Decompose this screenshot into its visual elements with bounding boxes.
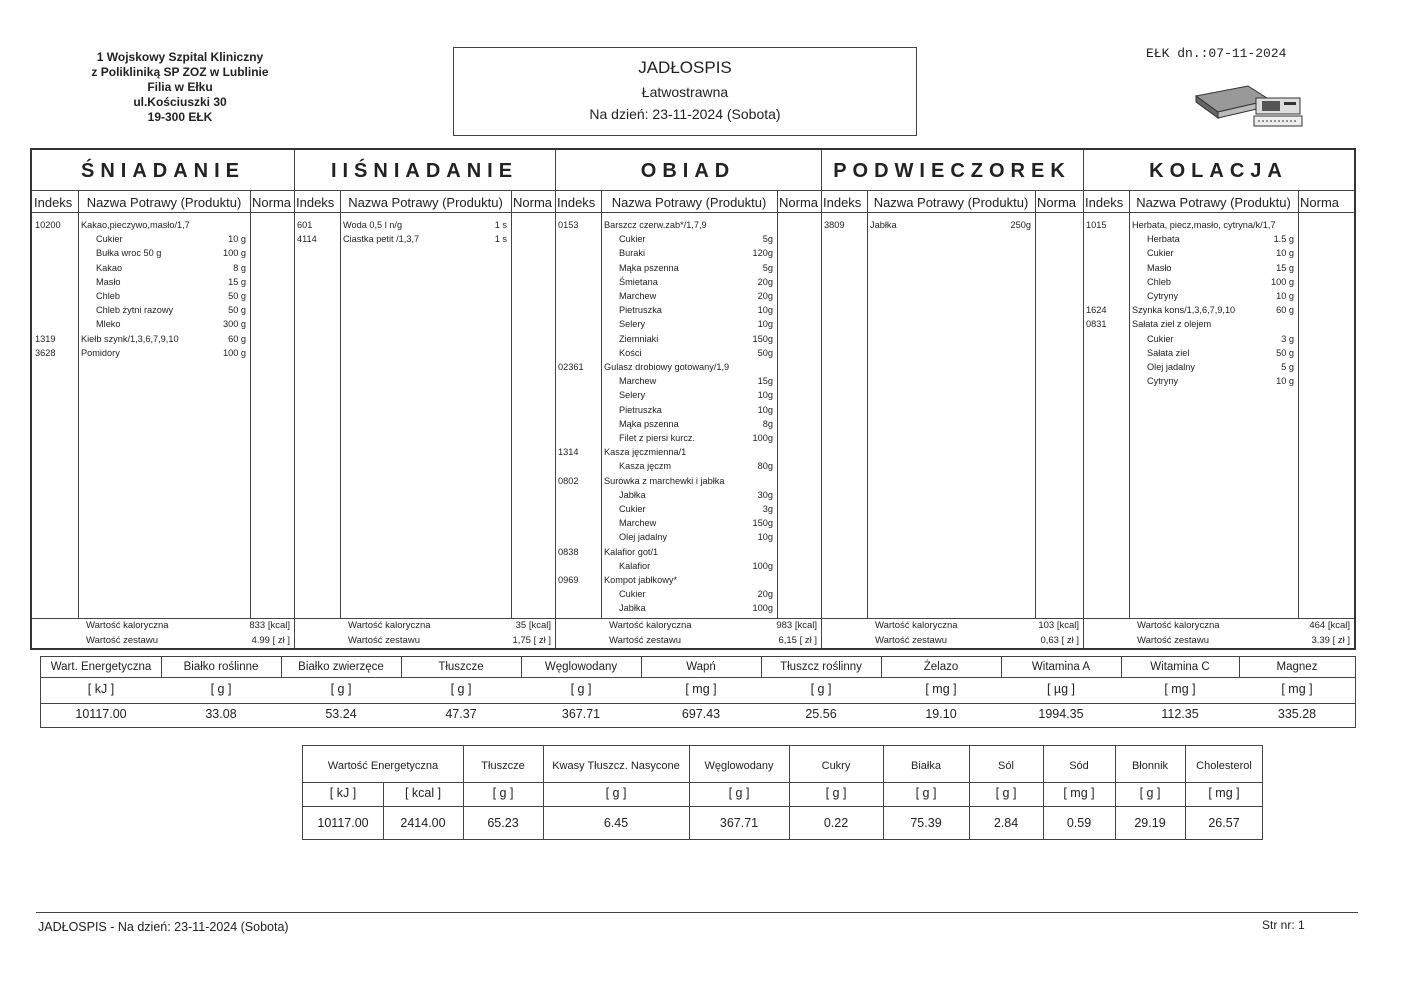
row-norm: 100 g: [1271, 276, 1294, 287]
row-name: Barszcz czerw.zab*/1,7,9: [604, 220, 707, 230]
row-norm: 15 g: [228, 276, 246, 287]
row-norm: 120g: [752, 248, 773, 259]
row-name: Mleko: [96, 319, 121, 330]
row-index: 3628: [35, 347, 56, 358]
row-name: Cukier: [619, 589, 646, 600]
kcal-label: Wartość kaloryczna: [875, 620, 958, 631]
row-name: Cukier: [1147, 248, 1174, 259]
section-divider: [821, 150, 822, 648]
row-name: Cytryny: [1147, 291, 1179, 301]
row-name: Mąka pszenna: [619, 262, 679, 273]
section-title-divider: [32, 190, 1354, 191]
row-name: Cukier: [619, 504, 646, 514]
kcal-label: Wartość kaloryczna: [609, 620, 692, 631]
nutrient-label: Węglowodany: [544, 661, 618, 673]
cost-label: Wartość zestawu: [1137, 635, 1209, 646]
row-name: Chleb żytni razowy: [96, 305, 174, 316]
column-divider: [1129, 190, 1130, 618]
row-norm: 20g: [757, 589, 773, 600]
nutrient-label: Wapń: [686, 661, 716, 673]
meal-title: PODWIECZOREK: [833, 160, 1071, 182]
row-index: 1314: [558, 447, 579, 458]
row-name: Filet z piersi kurcz.: [619, 433, 696, 443]
nutrient-unit: [ g ]: [492, 786, 514, 800]
nutrient-value: 25.56: [805, 707, 837, 721]
row-divider: [41, 677, 1355, 678]
row-name: Jabłka: [619, 603, 646, 614]
cost-value: 3.39 [ zł ]: [1311, 635, 1350, 646]
nutrient-label: Magnez: [1276, 661, 1318, 673]
nutrition-table-1: [40, 656, 1356, 728]
nutrient-value: 112.35: [1161, 707, 1199, 721]
column-header-index: Indeks: [34, 195, 73, 210]
hospital-line: 19-300 EŁK: [147, 110, 213, 124]
meal-title: OBIAD: [640, 160, 736, 182]
nutrient-label: Tłuszcz roślinny: [780, 661, 862, 673]
row-name: Masło: [96, 276, 121, 287]
row-norm: 3 g: [1281, 333, 1294, 344]
nutrient-label: Wart. Energetyczna: [50, 661, 152, 673]
cost-label: Wartość zestawu: [609, 635, 681, 646]
row-name: Buraki: [619, 248, 646, 259]
column-header-name: Nazwa Potrawy (Produktu): [611, 195, 767, 210]
row-name: Cytryny: [1147, 376, 1179, 387]
nutrient-value: 2414.00: [400, 816, 446, 830]
nutrient-unit: [ g ]: [450, 682, 472, 696]
nutrient-unit: [ g ]: [210, 682, 232, 696]
nutrient-value: 2.84: [993, 816, 1019, 830]
nutrient-value: 65.23: [487, 816, 519, 830]
meal-title: KOLACJA: [1149, 160, 1288, 182]
nutrient-label: Białko zwierzęce: [298, 661, 384, 673]
row-name: Surówka z marchewki i jabłka: [604, 475, 725, 486]
row-index: 0153: [558, 220, 579, 230]
energy-label: Wartość Energetyczna: [327, 760, 439, 772]
nutrient-label: Kwasy Tłuszcz. Nasycone: [552, 760, 680, 772]
row-norm: 5g: [762, 262, 773, 273]
row-name: Kasza jęczmienna/1: [604, 447, 687, 458]
row-norm: 10g: [757, 390, 773, 401]
row-norm: 3g: [762, 504, 773, 514]
row-name: Pietruszka: [619, 404, 662, 415]
row-norm: 50 g: [1276, 347, 1294, 358]
row-norm: 1.5 g: [1273, 234, 1294, 245]
kcal-value: 103 [kcal]: [1038, 620, 1079, 631]
column-header-norm: Norma: [1037, 195, 1077, 210]
column-header-name: Nazwa Potrawy (Produktu): [86, 195, 242, 210]
row-name: Kalafior: [619, 560, 651, 571]
cost-value: 6,15 [ zł ]: [778, 635, 817, 646]
nutrient-label: Żelazo: [923, 661, 959, 673]
nutrient-value: 10117.00: [317, 816, 369, 830]
row-name: Kości: [619, 347, 642, 358]
row-norm: 5 g: [1281, 362, 1294, 372]
column-header-name: Nazwa Potrawy (Produktu): [873, 195, 1029, 210]
row-name: Chleb: [96, 291, 121, 301]
row-index: 3809: [824, 220, 845, 230]
nutrient-value: 26.57: [1208, 816, 1240, 830]
row-norm: 100 g: [223, 347, 246, 358]
row-name: Gulasz drobiowy gotowany/1,9: [604, 362, 730, 372]
cost-value: 4.99 [ zł ]: [251, 635, 290, 646]
footer-divider: [36, 912, 1358, 913]
document-title: JADŁOSPIS: [638, 58, 732, 77]
title-box: [453, 47, 917, 136]
column-header-divider: [32, 212, 1354, 213]
nutrient-value: 0.59: [1066, 816, 1092, 830]
row-name: Herbata, piecz,masło, cytryna/k/1,7: [1132, 220, 1276, 230]
row-name: Kasza jęczm: [619, 461, 672, 472]
nutrient-unit: [ g ]: [825, 786, 847, 800]
row-norm: 10 g: [228, 234, 246, 245]
nutrient-unit: [ mg ]: [685, 682, 717, 696]
column-header-name: Nazwa Potrawy (Produktu): [348, 195, 503, 210]
cost-value: 1,75 [ zł ]: [512, 635, 551, 646]
nutrient-label: Białka: [911, 760, 941, 772]
row-norm: 100 g: [223, 248, 246, 259]
nutrient-label: Tłuszcze: [438, 661, 484, 673]
column-divider: [777, 190, 778, 618]
section-divider: [555, 150, 556, 648]
row-index: 1319: [35, 333, 56, 344]
row-norm: 150g: [752, 333, 773, 344]
row-norm: 8 g: [233, 262, 246, 273]
row-norm: 8g: [762, 418, 773, 429]
nutrient-unit: [ g ]: [570, 682, 592, 696]
row-norm: 30g: [757, 489, 773, 500]
nutrient-label: Błonnik: [1131, 760, 1169, 772]
column-divider: [340, 190, 341, 618]
row-norm: 10 g: [1276, 248, 1294, 259]
row-name: Jabłka: [870, 220, 897, 230]
row-index: 0802: [558, 475, 579, 486]
row-norm: 100g: [752, 603, 773, 614]
nutrient-label: Cukry: [821, 760, 851, 772]
row-norm: 10g: [757, 532, 773, 543]
row-name: Kalafior got/1: [604, 546, 659, 557]
row-norm: 50g: [757, 347, 773, 358]
row-norm: 80g: [757, 461, 773, 472]
nutrient-label: Sód: [1069, 760, 1089, 772]
meal-title: IIŚNIADANIE: [330, 160, 519, 182]
kcal-label: Wartość kaloryczna: [86, 620, 169, 631]
row-index: 0831: [1086, 319, 1107, 330]
row-index: 0969: [558, 575, 579, 585]
nutrient-value: 33.08: [205, 707, 237, 721]
nutrient-value: 53.24: [325, 707, 357, 721]
row-name: Ciastka petit /1,3,7: [343, 234, 420, 245]
nutrient-unit: [ mg ]: [1164, 682, 1196, 696]
row-index: 4114: [297, 234, 317, 245]
row-name: Marchew: [619, 518, 657, 529]
nutrient-value: 75.39: [910, 816, 942, 830]
row-norm: 100g: [752, 560, 773, 571]
nutrient-value: 367.71: [719, 816, 759, 830]
kcal-value: 833 [kcal]: [249, 620, 290, 631]
nutrient-unit: [ g ]: [1139, 786, 1161, 800]
row-name: Kiełb szynk/1,3,6,7,9,10: [81, 333, 179, 344]
row-name: Sałata ziel z olejem: [1132, 319, 1212, 330]
row-name: Śmietana: [619, 276, 658, 287]
row-name: Cukier: [619, 234, 646, 245]
row-norm: 1 s: [494, 234, 507, 245]
row-name: Bułka wroc 50 g: [96, 248, 162, 259]
row-name: Olej jadalny: [1147, 362, 1196, 372]
row-name: Pietruszka: [619, 305, 662, 316]
nutrient-unit: [ mg ]: [925, 682, 957, 696]
column-header-index: Indeks: [557, 195, 596, 210]
kcal-value: 35 [kcal]: [515, 620, 551, 631]
row-norm: 1 s: [494, 220, 507, 230]
row-norm: 20g: [757, 291, 773, 301]
nutrient-label: Węglowodany: [704, 760, 774, 772]
cost-label: Wartość zestawu: [875, 635, 947, 646]
row-norm: 10 g: [1276, 376, 1294, 387]
row-name: Sałata ziel: [1147, 347, 1190, 358]
row-norm: 5g: [762, 234, 773, 245]
nutrient-value: 367.71: [561, 707, 601, 721]
column-divider: [1035, 190, 1036, 618]
cost-value: 0,63 [ zł ]: [1040, 635, 1079, 646]
row-norm: 20g: [757, 276, 773, 287]
nutrient-unit: [ mg ]: [1281, 682, 1313, 696]
nutrient-label: Witamina A: [1031, 661, 1091, 673]
hospital-line: ul.Kościuszki 30: [133, 95, 227, 109]
column-divider: [250, 190, 251, 618]
row-name: Cukier: [96, 234, 123, 245]
nutrient-unit: [ kJ ]: [329, 786, 357, 800]
row-norm: 10g: [757, 305, 773, 316]
footer-title: JADŁOSPIS - Na dzień: 23-11-2024 (Sobota): [38, 920, 289, 934]
row-norm: 10g: [757, 404, 773, 415]
row-divider: [303, 806, 1263, 807]
nutrient-unit: [ µg ]: [1046, 682, 1076, 696]
nutrient-unit: [ kcal ]: [404, 786, 442, 800]
nutrient-value: 335.28: [1277, 707, 1317, 721]
nutrient-unit: [ g ]: [810, 682, 832, 696]
row-name: Marchew: [619, 291, 657, 301]
nutrient-unit: [ g ]: [605, 786, 627, 800]
nutrient-value: 29.19: [1134, 816, 1166, 830]
column-header-name: Nazwa Potrawy (Produktu): [1136, 195, 1291, 210]
column-divider: [511, 190, 512, 618]
row-norm: 50 g: [228, 305, 246, 316]
nutrient-unit: [ g ]: [330, 682, 352, 696]
row-name: Selery: [619, 390, 646, 401]
row-name: Herbata: [1147, 234, 1180, 245]
nutrient-value: 10117.00: [75, 707, 127, 721]
kcal-label: Wartość kaloryczna: [1137, 620, 1220, 631]
row-index: 601: [297, 220, 313, 230]
nutrient-value: 19.10: [925, 707, 957, 721]
nutrient-unit: [ g ]: [728, 786, 750, 800]
row-norm: 10 g: [1276, 291, 1294, 301]
page-number: Str nr: 1: [1262, 918, 1305, 932]
kcal-value: 464 [kcal]: [1309, 620, 1350, 631]
nutrient-label: Tłuszcze: [481, 760, 525, 772]
section-divider: [294, 150, 295, 648]
nutrition-table-2: [302, 745, 1263, 840]
row-index: 0838: [558, 546, 579, 557]
row-name: Woda 0,5 l n/g: [343, 220, 403, 230]
nutrient-value: 697.43: [681, 707, 721, 721]
nutrient-value: 47.37: [445, 707, 477, 721]
row-index: 1624: [1086, 305, 1107, 316]
hospital-line: z Polikliniką SP ZOZ w Lublinie: [91, 65, 269, 79]
row-name: Jabłka: [619, 489, 646, 500]
column-header-norm: Norma: [1300, 195, 1340, 210]
nutrient-unit: [ mg ]: [1063, 786, 1095, 800]
nutrient-label: Sól: [998, 760, 1014, 772]
row-norm: 150g: [752, 518, 773, 529]
row-name: Mąka pszenna: [619, 418, 679, 429]
row-norm: 50 g: [228, 291, 246, 301]
row-divider: [303, 782, 1262, 783]
row-norm: 60 g: [228, 333, 246, 344]
row-norm: 60 g: [1276, 305, 1294, 316]
meal-grid: [30, 148, 1356, 650]
row-name: Kakao,pieczywo,masło/1,7: [81, 220, 190, 230]
row-name: Chleb: [1147, 276, 1172, 287]
hospital-line: Filia w Ełku: [147, 80, 213, 94]
cost-label: Wartość zestawu: [348, 635, 420, 646]
row-norm: 100g: [752, 433, 773, 443]
kcal-value: 983 [kcal]: [776, 620, 817, 631]
column-header-norm: Norma: [513, 195, 553, 210]
row-name: Olej jadalny: [619, 532, 668, 543]
nutrient-unit: [ mg ]: [1208, 786, 1240, 800]
kcal-label: Wartość kaloryczna: [348, 620, 431, 631]
row-norm: 15 g: [1276, 262, 1294, 273]
row-index: 10200: [35, 220, 61, 230]
menu-date: Na dzień: 23-11-2024 (Sobota): [589, 106, 781, 122]
column-header-index: Indeks: [296, 195, 335, 210]
column-header-index: Indeks: [823, 195, 862, 210]
row-name: Ziemniaki: [619, 333, 659, 344]
book-computer-logo: [1192, 78, 1312, 132]
column-divider: [1298, 190, 1299, 618]
nutrient-unit: [ g ]: [995, 786, 1017, 800]
row-name: Cukier: [1147, 333, 1174, 344]
row-name: Szynka kons/1,3,6,7,9,10: [1132, 305, 1236, 316]
column-divider: [867, 190, 868, 618]
column-header-index: Indeks: [1085, 195, 1124, 210]
row-name: Pomidory: [81, 347, 120, 358]
meal-title: ŚNIADANIE: [80, 160, 245, 182]
row-divider: [41, 703, 1355, 704]
nutrient-label: Cholesterol: [1196, 760, 1252, 772]
row-norm: 300 g: [223, 319, 246, 330]
nutrient-value: 1994.35: [1038, 707, 1084, 721]
row-name: Kompot jabłkowy*: [604, 575, 678, 585]
diet-name: Łatwostrawna: [641, 84, 729, 100]
column-divider: [601, 190, 602, 618]
row-name: Masło: [1147, 262, 1172, 273]
row-index: 1015: [1086, 220, 1107, 230]
nutrient-value: 0.22: [823, 816, 849, 830]
nutrient-unit: [ g ]: [915, 786, 937, 800]
column-header-norm: Norma: [779, 195, 819, 210]
section-divider: [1083, 150, 1084, 648]
column-header-norm: Norma: [252, 195, 292, 210]
hospital-line: 1 Wojskowy Szpital Kliniczny: [96, 50, 264, 64]
row-norm: 15g: [757, 376, 773, 387]
hospital-address: [60, 50, 300, 125]
nutrient-unit: [ kJ ]: [87, 682, 115, 696]
print-date: EŁK dn.:07-11-2024: [1146, 46, 1287, 61]
row-norm: 250g: [1010, 220, 1031, 230]
row-index: 02361: [558, 362, 584, 372]
totals-divider: [32, 618, 1354, 619]
cost-label: Wartość zestawu: [86, 635, 158, 646]
row-name: Selery: [619, 319, 646, 330]
nutrient-label: Białko roślinne: [183, 661, 259, 673]
row-name: Marchew: [619, 376, 657, 387]
row-name: Kakao: [96, 262, 123, 273]
nutrient-label: Witamina C: [1150, 661, 1210, 673]
nutrient-value: 6.45: [603, 816, 629, 830]
column-divider: [78, 190, 79, 618]
row-norm: 10g: [757, 319, 773, 330]
